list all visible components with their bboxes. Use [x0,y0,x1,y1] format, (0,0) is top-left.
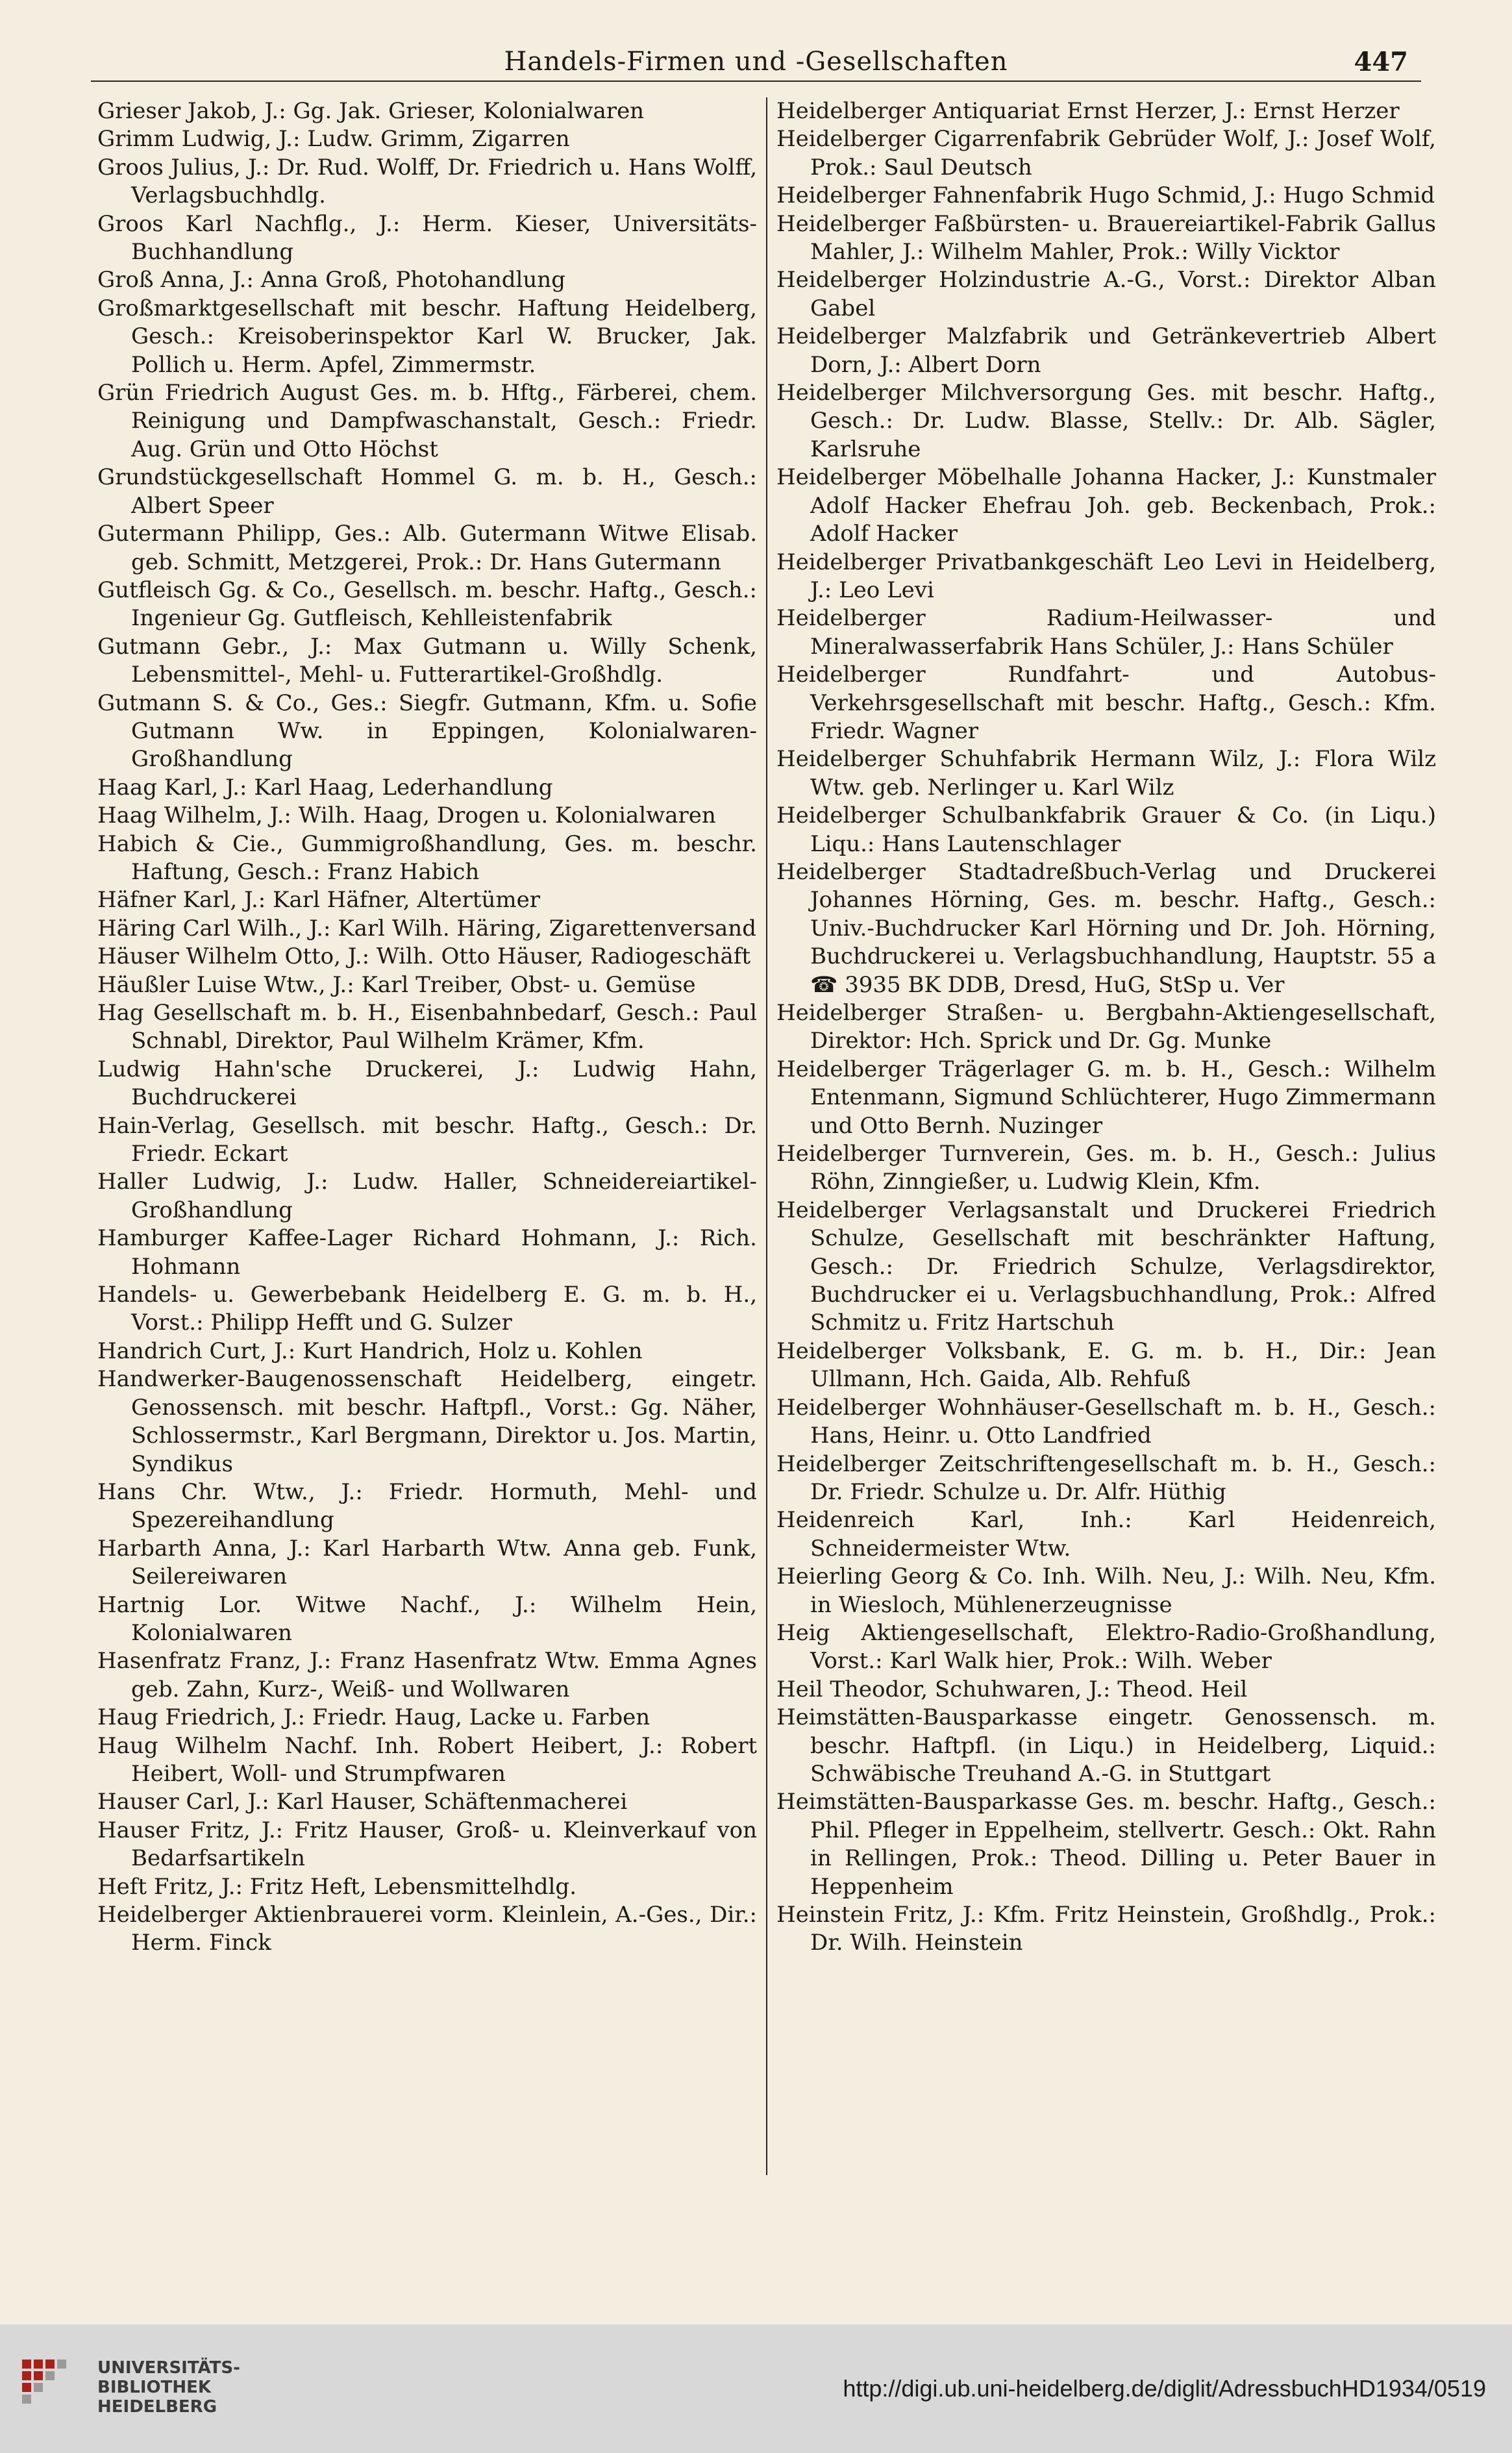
directory-entry: Heidelberger Zeitschriftengesellschaft m. b. H., Gesch.: Dr. Friedr. Schulze u. Dr. Alfr. Hüthig [776,1451,1436,1505]
right-column [776,97,1436,2175]
directory-entry: Heidelberger Holzindustrie A.-G., Vorst.: Direktor Alban Gabel [776,267,1436,321]
directory-entry: Habich & Cie., Gummigroßhandlung, Ges. m. beschr. Haftung, Gesch.: Franz Habich [97,830,757,885]
directory-entry: Haug Wilhelm Nachf. Inh. Robert Heibert, J.: Robert Heibert, Woll- und Strumpfwaren [97,1732,757,1787]
directory-entry: Heidelberger Möbelhalle Johanna Hacker, J.: Kunstmaler Adolf Hacker Ehefrau Joh. geb. Beckenbach, Prok.: Adolf Hacker [776,464,1436,547]
directory-entry: Handrich Curt, J.: Kurt Handrich, Holz u. Kohlen [97,1338,643,1364]
directory-entry: Heidelberger Turnverein, Ges. m. b. H., Gesch.: Julius Röhn, Zinngießer, u. Ludwig Klein, Kfm. [776,1141,1436,1195]
directory-entry: Heidelberger Schulbankfabrik Grauer & Co. (in Liqu.) Liqu.: Hans Lautenschlager [776,803,1436,857]
directory-entry: Häring Carl Wilh., J.: Karl Wilh. Häring, Zigarettenversand [97,915,756,941]
directory-entry: Grieser Jakob, J.: Gg. Jak. Grieser, Kolonialwaren [97,98,645,124]
directory-entry: Heft Fritz, J.: Fritz Heft, Lebensmittelhdlg. [97,1873,577,1900]
directory-entry: Gutfleisch Gg. & Co., Gesellsch. m. beschr. Haftg., Gesch.: Ingenieur Gg. Gutfleisch, Kehlleistenfabrik [97,577,757,632]
directory-entry: Heidelberger Verlagsanstalt und Druckerei Friedrich Schulze, Gesellschaft mit beschränkter Haftung, Gesch.: Dr. Friedrich Schulze, Verlagsdirektor, Buchdrucker ei u. Verlagsbuchhandlung, Prok.: Alfred Schmitz u. Fritz Hartschuh [776,1197,1436,1336]
directory-entry: Groos Julius, J.: Dr. Rud. Wolff, Dr. Friedrich u. Hans Wolff, Verlagsbuchhdlg. [97,154,757,209]
page-number: 447 [1354,47,1408,77]
directory-entry: Groß Anna, J.: Anna Groß, Photohandlung [97,267,565,293]
directory-entry: Hartnig Lor. Witwe Nachf., J.: Wilhelm Hein, Kolonialwaren [97,1591,757,1646]
directory-entry: Haller Ludwig, J.: Ludw. Haller, Schneidereiartikel-Großhandlung [97,1169,757,1223]
directory-entry: Heidelberger Malzfabrik und Getränkevertrieb Albert Dorn, J.: Albert Dorn [776,323,1436,378]
directory-entry: Heierling Georg & Co. Inh. Wilh. Neu, J.: Wilh. Neu, Kfm. in Wiesloch, Mühlenerzeugnisse [776,1563,1436,1618]
directory-entry: Haag Karl, J.: Karl Haag, Lederhandlung [97,774,553,801]
directory-entry: Haag Wilhelm, J.: Wilh. Haag, Drogen u. Kolonialwaren [97,803,716,829]
directory-entry: Heil Theodor, Schuhwaren, J.: Theod. Heil [776,1676,1248,1702]
directory-entry: Heimstätten-Bausparkasse Ges. m. beschr. Haftg., Gesch.: Phil. Pfleger in Eppelheim, stellvertr. Gesch.: Okt. Rahn in Rellingen, Prok.: Theod. Dilling u. Peter Bauer in Heppenheim [776,1789,1436,1900]
directory-entry: Heidelberger Rundfahrt- und Autobus-Verkehrsgesellschaft mit beschr. Haftg., Gesch.: Kfm. Friedr. Wagner [776,662,1436,744]
directory-entry: Heidelberger Aktienbrauerei vorm. Kleinlein, A.-Ges., Dir.: Herm. Finck [97,1902,757,1956]
directory-entry: Ludwig Hahn'sche Druckerei, J.: Ludwig Hahn, Buchdruckerei [97,1056,757,1111]
directory-entry: Gutermann Philipp, Ges.: Alb. Gutermann Witwe Elisab. geb. Schmitt, Metzgerei, Prok.: Dr. Hans Gutermann [97,521,757,575]
directory-entry: Heidelberger Cigarrenfabrik Gebrüder Wolf, J.: Josef Wolf, Prok.: Saul Deutsch [776,126,1436,181]
directory-entry: Häfner Karl, J.: Karl Häfner, Altertümer [97,887,540,914]
source-url-link[interactable]: http://digi.ub.uni-heidelberg.de/diglit/AdressbuchHD1934/0519 [843,2375,1486,2402]
left-column [97,97,757,2175]
footer-bar [0,2324,1512,2453]
directory-entry: Heidelberger Privatbankgeschäft Leo Levi in Heidelberg, J.: Leo Levi [776,549,1436,603]
directory-entry: Gutmann S. & Co., Ges.: Siegfr. Gutmann, Kfm. u. Sofie Gutmann Ww. in Eppingen, Kolonialwaren-Großhandlung [97,690,757,773]
directory-entry: Grün Friedrich August Ges. m. b. Hftg., Färberei, chem. Reinigung und Dampfwaschanstalt, Gesch.: Friedr. Aug. Grün und Otto Höchst [97,380,757,462]
directory-entry: Haug Friedrich, J.: Friedr. Haug, Lacke u. Farben [97,1704,651,1731]
directory-entry: Heidenreich Karl, Inh.: Karl Heidenreich, Schneidermeister Wtw. [776,1507,1436,1562]
directory-entry: Groos Karl Nachflg., J.: Herm. Kieser, Universitäts-Buchhandlung [97,210,757,266]
directory-entry: Hans Chr. Wtw., J.: Friedr. Hormuth, Mehl- und Spezereihandlung [97,1478,757,1534]
directory-entry: Gutmann Gebr., J.: Max Gutmann u. Willy Schenk, Lebensmittel-, Mehl- u. Futterartikel-Großhdlg. [97,633,757,688]
running-head: Handels-Firmen und -Gesellschaften [504,47,1008,77]
directory-entry: Hag Gesellschaft m. b. H., Eisenbahnbedarf, Gesch.: Paul Schnabl, Direktor, Paul Wilhelm Krämer, Kfm. [97,1000,757,1054]
directory-entry: Häuser Wilhelm Otto, J.: Wilh. Otto Häuser, Radiogeschäft [97,943,750,970]
directory-entry: Hamburger Kaffee-Lager Richard Hohmann, J.: Rich. Hohmann [97,1225,757,1280]
directory-entry: Grundstückgesellschaft Hommel G. m. b. H., Gesch.: Albert Speer [97,464,757,519]
directory-entry: Heidelberger Antiquariat Ernst Herzer, J.: Ernst Herzer [776,98,1400,124]
directory-entry: Heinstein Fritz, J.: Kfm. Fritz Heinstein, Großhdlg., Prok.: Dr. Wilh. Heinstein [776,1902,1436,1956]
directory-entry: Heidelberger Fahnenfabrik Hugo Schmid, J.: Hugo Schmid [776,182,1435,209]
directory-entry: Heig Aktiengesellschaft, Elektro-Radio-Großhandlung, Vorst.: Karl Walk hier, Prok.: Wilh. Weber [776,1619,1436,1675]
directory-entry: Handwerker-Baugenossenschaft Heidelberg, eingetr. Genossensch. mit beschr. Haftpfl., Vorst.: Gg. Näher, Schlossermstr., Karl Bergmann, Direktor u. Jos. Martin, Syndikus [97,1366,757,1477]
directory-entry: Heidelberger Trägerlager G. m. b. H., Gesch.: Wilhelm Entenmann, Sigmund Schlüchterer, Hugo Zimmermann und Otto Bernh. Nuzinger [776,1056,1436,1139]
library-name-text: UNIVERSITÄTS- BIBLIOTHEK HEIDELBERG [97,2358,240,2417]
directory-entry: Handels- u. Gewerbebank Heidelberg E. G. m. b. H., Vorst.: Philipp Hefft und G. Sulzer [97,1282,757,1336]
directory-entry: Großmarktgesellschaft mit beschr. Haftung Heidelberg, Gesch.: Kreisoberinspektor Karl W. Brucker, Jak. Pollich u. Herm. Apfel, Zimmermstr. [97,295,757,378]
directory-entry: Heidelberger Wohnhäuser-Gesellschaft m. b. H., Gesch.: Hans, Heinr. u. Otto Landfried [776,1394,1436,1449]
directory-entry: Hauser Fritz, J.: Fritz Hauser, Groß- u. Kleinverkauf von Bedarfsartikeln [97,1817,757,1872]
directory-entry: Harbarth Anna, J.: Karl Harbarth Wtw. Anna geb. Funk, Seilereiwaren [97,1535,757,1590]
directory-entry: Hauser Carl, J.: Karl Hauser, Schäftenmacherei [97,1789,628,1815]
directory-entry: Heidelberger Straßen- u. Bergbahn-Aktiengesellschaft, Direktor: Hch. Sprick und Dr. Gg. Munke [776,1000,1436,1054]
directory-entry: Heidelberger Faßbürsten- u. Brauereiartikel-Fabrik Gallus Mahler, J.: Wilhelm Mahler, Prok.: Willy Vicktor [776,210,1436,266]
directory-entry: Grimm Ludwig, J.: Ludw. Grimm, Zigarren [97,126,570,153]
directory-entry: Heidelberger Radium-Heilwasser- und Mineralwasserfabrik Hans Schüler, J.: Hans Schüler [776,605,1436,660]
directory-entry: Heidelberger Volksbank, E. G. m. b. H., Dir.: Jean Ullmann, Hch. Gaida, Alb. Rehfuß [776,1338,1436,1393]
column-divider [766,97,767,2175]
directory-entry: Häußler Luise Wtw., J.: Karl Treiber, Obst- u. Gemüse [97,971,696,998]
directory-entry: Heidelberger Milchversorgung Ges. mit beschr. Haftg., Gesch.: Dr. Ludw. Blasse, Stellv.: Dr. Alb. Sägler, Karlsruhe [776,380,1436,462]
directory-entry: Heidelberger Schuhfabrik Hermann Wilz, J.: Flora Wilz Wtw. geb. Nerlinger u. Karl Wilz [776,746,1436,801]
directory-entry: Heimstätten-Bausparkasse eingetr. Genossensch. m. beschr. Haftpfl. (in Liqu.) in Heidelberg, Liquid.: Schwäbische Treuhand A.-G. in Stuttgart [776,1704,1436,1787]
directory-entry: Heidelberger Stadtadreßbuch-Verlag und Druckerei Johannes Hörning, Ges. m. beschr. Haftg., Gesch.: Univ.-Buchdrucker Karl Hörning und Dr. Joh. Hörning, Buchdruckerei u. Verlagsbuchhandlung, Hauptstr. 55 a ☎ 3935 BK DDB, Dresd, HuG, StSp u. Ver [776,858,1436,998]
library-name [97,2358,240,2417]
header-rule [91,81,1421,82]
page-header [91,47,1421,77]
directory-entry: Hasenfratz Franz, J.: Franz Hasenfratz Wtw. Emma Agnes geb. Zahn, Kurz-, Weiß- und Wollwaren [97,1648,757,1702]
directory-entry: Hain-Verlag, Gesellsch. mit beschr. Haftg., Gesch.: Dr. Friedr. Eckart [97,1112,757,1167]
library-logo-icon [19,2357,84,2422]
